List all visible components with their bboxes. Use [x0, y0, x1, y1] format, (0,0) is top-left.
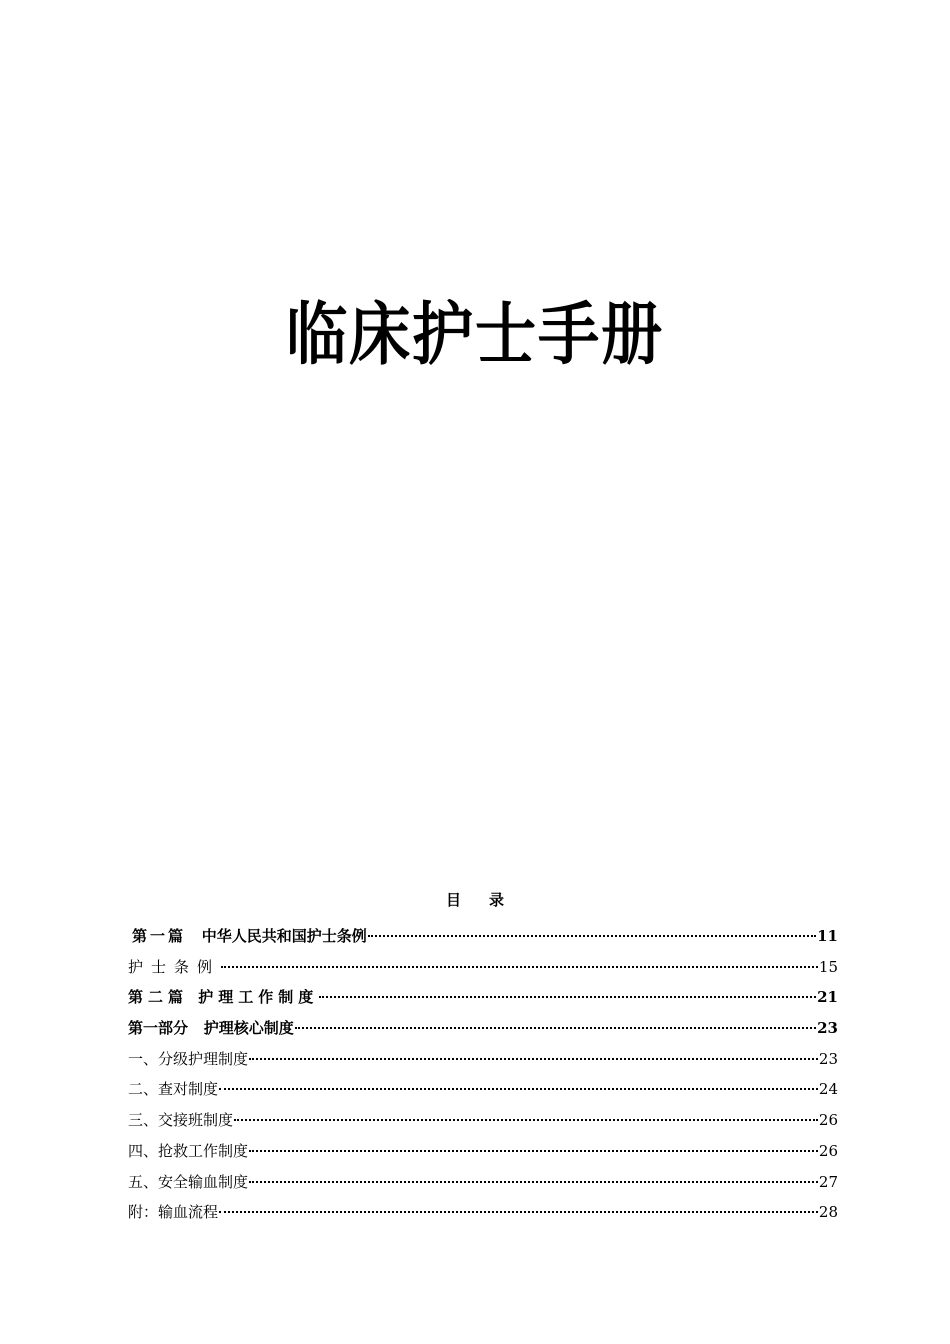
toc-entry-label: 护士条例 [128, 957, 221, 976]
toc-page-number: 23 [817, 1019, 838, 1038]
toc-page-number: 21 [817, 988, 838, 1007]
toc-page-number: 15 [818, 957, 838, 976]
toc-entry-label: 五、安全输血制度 [128, 1172, 249, 1191]
toc-dot-leader [249, 1150, 818, 1152]
toc-dot-leader [249, 1181, 818, 1183]
toc-entry-shift-handover[interactable] [128, 1109, 838, 1140]
toc-page-number: 24 [818, 1080, 838, 1099]
toc-entry-label: 一、分级护理制度 [128, 1049, 249, 1068]
toc-entry-safe-transfusion[interactable] [128, 1171, 838, 1202]
toc-dot-leader [221, 966, 818, 968]
toc-entry-label: 附：输血流程 [128, 1203, 219, 1222]
toc-entry-label: 第二篇 护理工作制度 [128, 988, 319, 1007]
toc-entry-label: 第一篇 中华人民共和国护士条例 [132, 927, 367, 945]
toc-entry-emergency-rescue[interactable] [128, 1140, 838, 1171]
toc-entry-part-2[interactable] [128, 986, 838, 1017]
toc-entry-label: 二、查对制度 [128, 1080, 219, 1099]
toc-page-number: 23 [818, 1049, 838, 1068]
document-title: 临床护士手册 [285, 296, 664, 375]
toc-heading-right: 录 [489, 891, 505, 909]
toc-heading [0, 890, 950, 910]
toc-page-number: 27 [818, 1172, 838, 1191]
toc-dot-leader [319, 996, 816, 998]
toc-dot-leader [368, 935, 816, 937]
toc-page-number: 11 [817, 927, 838, 945]
toc-dot-leader [295, 1027, 816, 1029]
toc-dot-leader [219, 1088, 818, 1090]
toc-dot-leader [219, 1211, 818, 1213]
toc-entry-label: 四、抢救工作制度 [128, 1141, 249, 1160]
toc-entry-label: 三、交接班制度 [128, 1111, 234, 1130]
toc-entry-nurse-regulations[interactable] [128, 956, 838, 987]
toc-page-number: 26 [818, 1111, 838, 1130]
toc-entry-part-1[interactable] [128, 925, 838, 956]
toc-page-number: 28 [818, 1203, 838, 1222]
toc-entry-verification[interactable] [128, 1078, 838, 1109]
toc-entry-graded-care[interactable] [128, 1048, 838, 1079]
toc-entry-transfusion-flow[interactable] [128, 1201, 838, 1232]
table-of-contents [128, 925, 838, 1232]
toc-dot-leader [249, 1058, 818, 1060]
toc-heading-left: 目 [445, 891, 461, 909]
toc-entry-section-1[interactable] [128, 1017, 838, 1048]
toc-page-number: 26 [818, 1141, 838, 1160]
toc-dot-leader [234, 1119, 818, 1121]
toc-entry-label: 第一部分 护理核心制度 [128, 1019, 294, 1038]
